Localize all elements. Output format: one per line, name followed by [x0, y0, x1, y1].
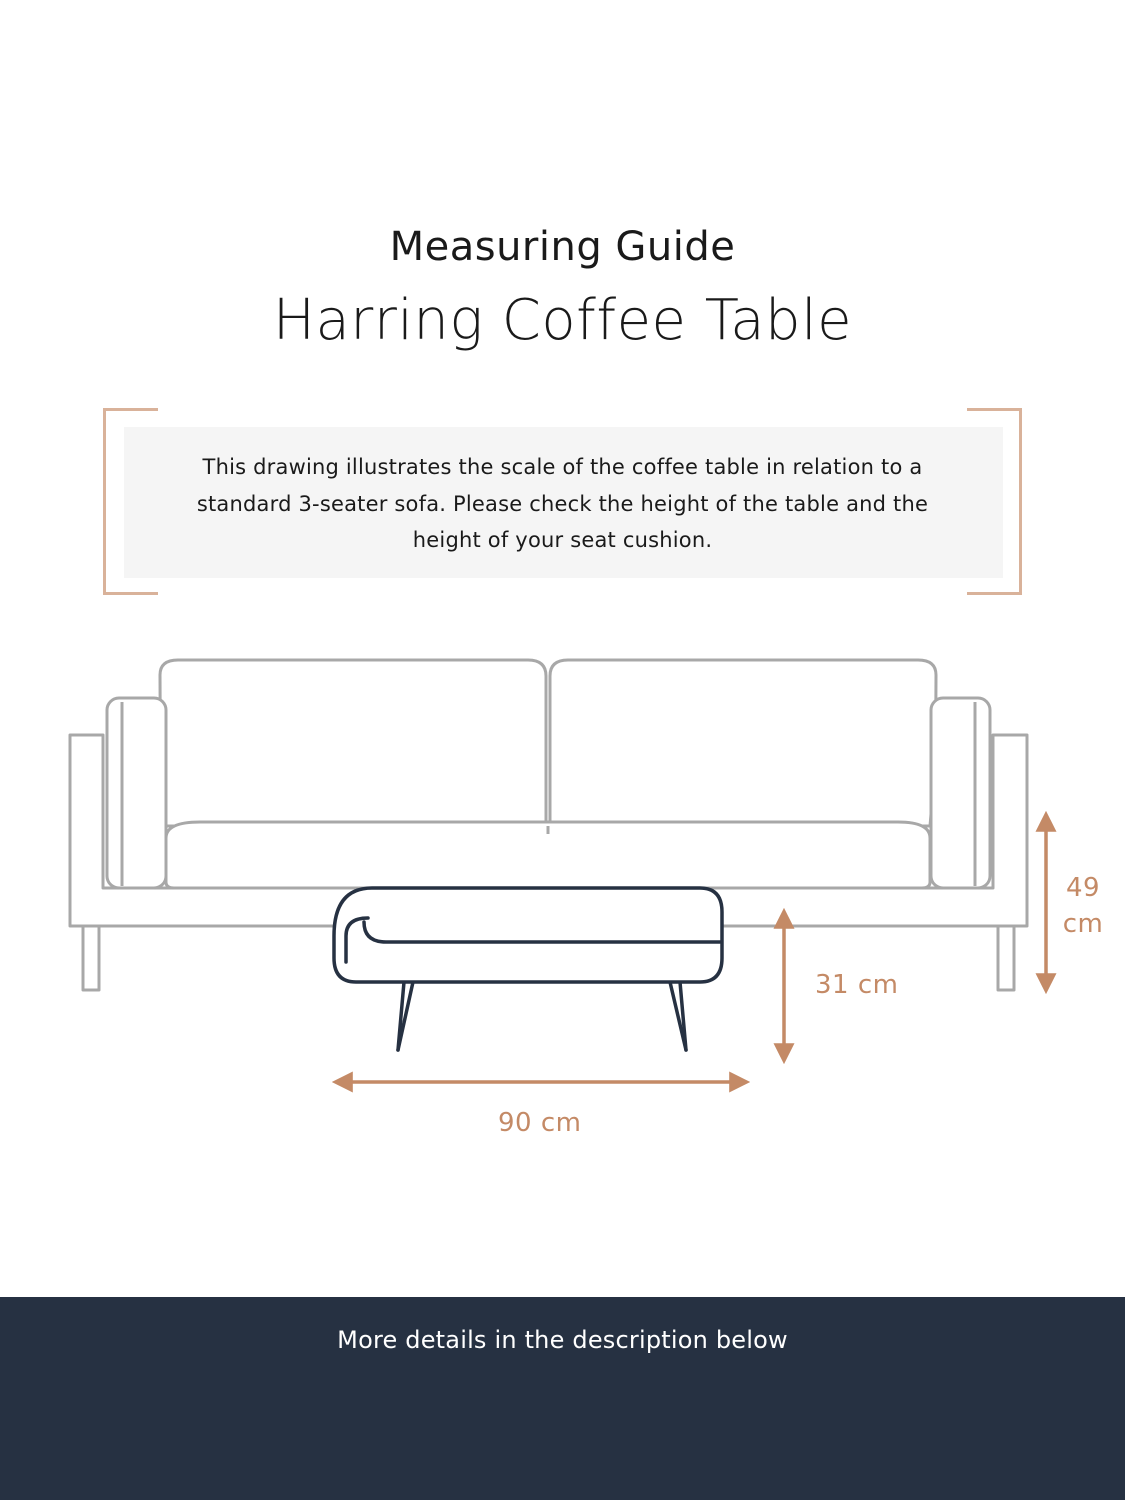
- coffee-table-illustration: [334, 888, 722, 1050]
- sofa-arm-left: [107, 698, 166, 888]
- table-body: [334, 888, 722, 982]
- table-width-label: 90 cm: [498, 1108, 582, 1138]
- sofa-height-unit: cm: [1062, 909, 1104, 939]
- table-height-label: 31 cm: [815, 970, 899, 1000]
- sofa-leg-left: [83, 925, 99, 990]
- sofa-back-cushion-right: [550, 660, 936, 826]
- product-name: Harring Coffee Table: [272, 288, 853, 353]
- sofa-height-value: 49: [1065, 873, 1101, 903]
- sofa-back-cushion-left: [160, 660, 546, 826]
- guide-title: Measuring Guide: [389, 224, 736, 270]
- note-text: This drawing illustrates the scale of the coffee table in relation to a standard 3-seater sofa. Please check the height of the table and the height of your seat cushion.: [196, 455, 929, 552]
- sofa-arm-right: [931, 698, 990, 888]
- sofa-height-label: [1058, 870, 1108, 942]
- footer-text: More details in the description below: [337, 1326, 788, 1354]
- sofa-leg-right: [998, 925, 1014, 990]
